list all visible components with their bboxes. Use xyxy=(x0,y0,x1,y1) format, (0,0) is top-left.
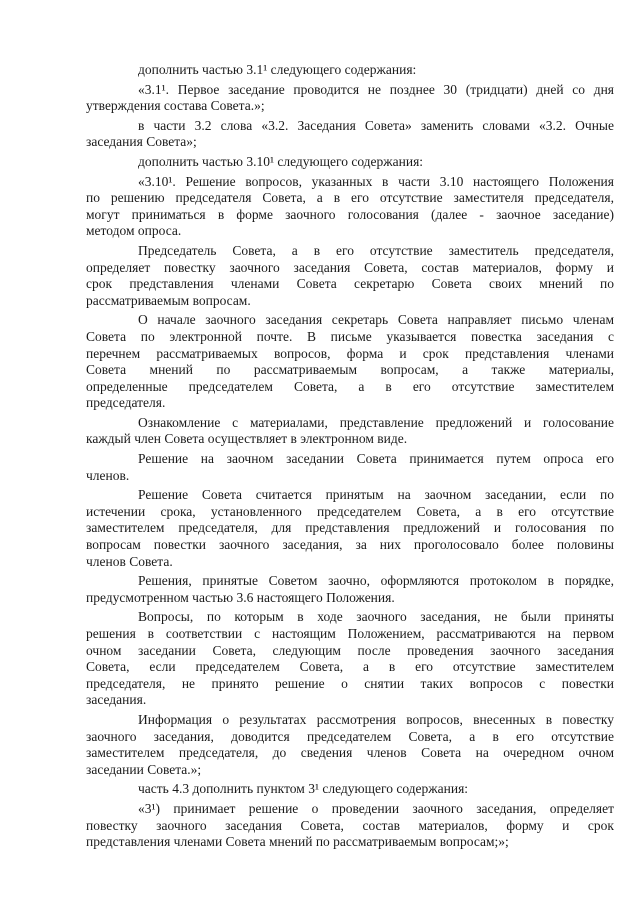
text-line: определенные председателем Совета, а в его отсутствие заместителем xyxy=(86,378,614,394)
paragraph xyxy=(86,312,614,412)
text-line: могут приниматься в форме заочного голосования (далее - заочное заседание) xyxy=(86,206,614,222)
paragraph xyxy=(86,82,614,115)
text-line: Председатель Совета, а в его отсутствие заместитель председателя, xyxy=(138,242,614,258)
text-line: истечении срока, установленного председателем Совета, а в его отсутствие xyxy=(86,503,614,519)
text-line: утверждения состава Совета.»; xyxy=(86,98,265,114)
text-line: «3.1¹. Первое заседание проводится не позднее 30 (тридцати) дней со дня xyxy=(138,81,614,97)
text-line: заместителем председателя, для представления предложений и голосования по xyxy=(86,520,614,536)
text-line: Решение Совета считается принятым на заочном заседании, если по xyxy=(138,487,614,503)
text-line: в части 3.2 слова «3.2. Заседания Совета» заменить словами «3.2. Очные xyxy=(138,117,614,133)
paragraph xyxy=(86,154,614,171)
paragraph xyxy=(86,118,614,151)
document-page xyxy=(86,62,614,851)
paragraph xyxy=(86,487,614,570)
text-line: каждый член Совета осуществляет в электронном виде. xyxy=(86,431,408,447)
paragraph xyxy=(86,609,614,709)
paragraph xyxy=(86,243,614,309)
text-line: заместителем председателя, до сведения членов Совета на очередном очном xyxy=(86,745,614,761)
text-line: дополнить частью 3.10¹ следующего содержания: xyxy=(138,153,424,169)
text-line: повестку заочного заседания Совета, состав материалов, форму и срок xyxy=(86,817,614,833)
text-line: по решению председателя Совета, а в его отсутствие заместителя председателя, xyxy=(86,190,614,206)
paragraph xyxy=(86,573,614,606)
text-line: членов. xyxy=(86,467,130,483)
paragraph xyxy=(86,712,614,778)
text-line: заочного заседания, доводится председателем Совета, а в его отсутствие xyxy=(86,728,614,744)
text-line: председателя, не принято решение о снятии таких вопросов с повестки xyxy=(86,675,614,691)
text-line: Решения, принятые Советом заочно, оформляются протоколом в порядке, xyxy=(138,573,614,589)
text-line: заседания. xyxy=(86,692,147,708)
text-line: заседания Совета»; xyxy=(86,134,197,150)
text-line: перечнем рассматриваемых вопросов, форма и срок представления членами xyxy=(86,345,614,361)
paragraph xyxy=(86,801,614,851)
text-line: представления членами Совета мнений по рассматриваемым вопросам;»; xyxy=(86,834,509,850)
text-line: рассматриваемым вопросам. xyxy=(86,292,251,308)
text-line: определяет повестку заочного заседания Совета, состав материалов, форму и xyxy=(86,259,614,275)
text-line: Ознакомление с материалами, представление предложений и голосование xyxy=(138,414,614,430)
paragraph xyxy=(86,174,614,240)
text-line: очном заседании Совета, следующим после проведения заочного заседания xyxy=(86,642,614,658)
text-line: заседании Совета.»; xyxy=(86,761,202,777)
paragraph xyxy=(86,415,614,448)
text-line: решения в соответствии с настоящим Положением, рассматриваются на первом xyxy=(86,626,614,641)
paragraph xyxy=(86,62,614,79)
text-line: Информация о результатах рассмотрения вопросов, внесенных в повестку xyxy=(138,711,614,727)
text-line: предусмотренном частью 3.6 настоящего Положения. xyxy=(86,589,395,605)
paragraph xyxy=(86,781,614,798)
text-line: вопросам повестки заочного заседания, за них проголосовало более половины xyxy=(86,537,614,553)
paragraph xyxy=(86,451,614,484)
text-line: О начале заочного заседания секретарь Совета направляет письмо членам xyxy=(138,312,614,328)
text-line: часть 4.3 дополнить пунктом 3¹ следующего содержания: xyxy=(138,781,469,797)
text-line: методом опроса. xyxy=(86,223,182,239)
text-line: Решение на заочном заседании Совета принимается путем опроса его xyxy=(138,451,614,467)
text-line: Совета, если председателем Совета, а в его отсутствие заместителем xyxy=(86,659,614,675)
text-line: «3¹) принимает решение о проведении заочного заседания, определяет xyxy=(138,800,614,816)
text-line: членов Совета. xyxy=(86,553,173,569)
text-line: дополнить частью 3.1¹ следующего содержания: xyxy=(138,62,417,77)
text-line: Совета мнений по рассматриваемым вопросам, а также материалы, xyxy=(86,362,614,378)
text-line: срок представления членами Совета секретарю Совета своих мнений по xyxy=(86,276,614,292)
text-line: Совета по электронной почте. В письме указывается повестка заседания с xyxy=(86,328,614,344)
text-line: «3.10¹. Решение вопросов, указанных в части 3.10 настоящего Положения xyxy=(138,173,614,189)
text-line: председателя. xyxy=(86,395,166,411)
text-line: Вопросы, по которым в ходе заочного заседания, не были приняты xyxy=(138,609,614,625)
